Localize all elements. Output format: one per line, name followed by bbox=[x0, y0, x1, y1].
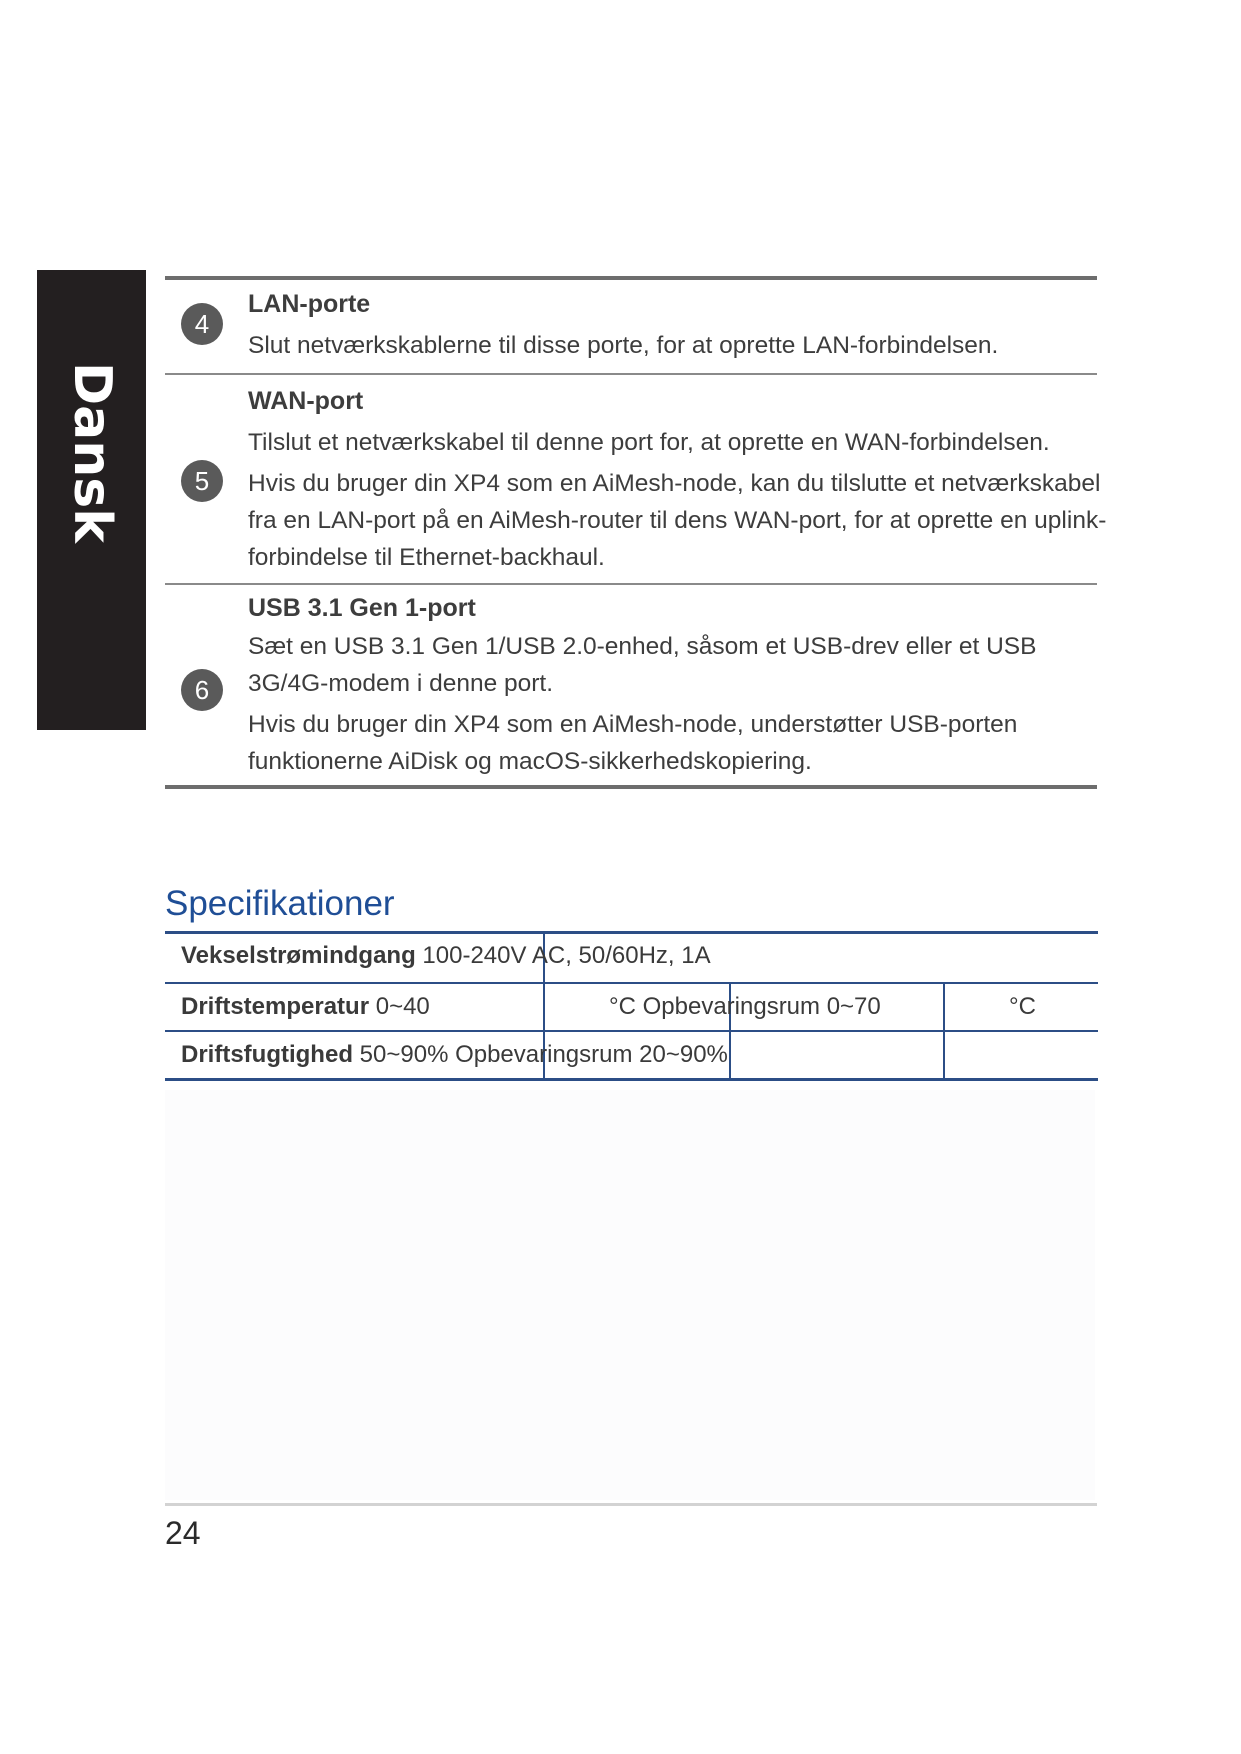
row-divider bbox=[165, 373, 1097, 375]
item-text: Hvis du bruger din XP4 som en AiMesh-node, kan du tilslutte et netværkskabel bbox=[248, 470, 1101, 497]
item-text: 3G/4G-modem i denne port. bbox=[248, 670, 554, 697]
blank-area bbox=[165, 1090, 1095, 1500]
footer-rule bbox=[165, 1503, 1097, 1506]
item-text: Slut netværkskablerne til disse porte, for at oprette LAN-forbindelsen. bbox=[248, 332, 999, 359]
item-text: Tilslut et netværkskabel til denne port for, at oprette en WAN-forbindelsen. bbox=[248, 429, 1050, 456]
table-top-rule bbox=[165, 276, 1097, 280]
item-number-badge: 6 bbox=[181, 669, 223, 711]
spec-column-line bbox=[943, 983, 945, 1079]
spec-label: Vekselstrømindgang bbox=[181, 942, 416, 969]
item-number-badge: 4 bbox=[181, 303, 223, 345]
spec-value: 100-240V AC, 50/60Hz, 1A bbox=[422, 942, 711, 969]
spec-temperature-storage bbox=[609, 993, 881, 1021]
item-text: Hvis du bruger din XP4 som en AiMesh-node, understøtter USB-porten bbox=[248, 711, 1018, 738]
spec-row-humidity bbox=[181, 1041, 728, 1069]
item-title: WAN-port bbox=[248, 387, 364, 415]
spec-table-top-rule bbox=[165, 931, 1098, 934]
spec-row-divider bbox=[165, 1030, 1098, 1032]
spec-label: Driftstemperatur bbox=[181, 993, 370, 1020]
spec-value: 0~40 bbox=[375, 993, 430, 1020]
spec-value: Opbevaringsrum 0~70 bbox=[642, 993, 881, 1020]
spec-row-power bbox=[181, 942, 711, 970]
item-title: USB 3.1 Gen 1-port bbox=[248, 594, 476, 622]
item-text: fra en LAN-port på en AiMesh-router til dens WAN-port, for at oprette en uplink- bbox=[248, 507, 1107, 534]
table-bottom-rule bbox=[165, 785, 1097, 789]
spec-unit: °C bbox=[609, 993, 636, 1020]
spec-row-temperature bbox=[181, 993, 430, 1021]
item-title: LAN-porte bbox=[248, 290, 371, 318]
spec-table-bottom-rule bbox=[165, 1078, 1098, 1081]
spec-unit: °C bbox=[1009, 993, 1036, 1020]
item-text: forbindelse til Ethernet-backhaul. bbox=[248, 544, 605, 571]
language-side-tab bbox=[37, 270, 146, 730]
item-number-badge: 5 bbox=[181, 460, 223, 502]
page-number: 24 bbox=[165, 1515, 201, 1551]
spec-row-divider bbox=[165, 982, 1098, 984]
spec-label: Driftsfugtighed bbox=[181, 1041, 353, 1068]
item-text: funktionerne AiDisk og macOS-sikkerhedskopiering. bbox=[248, 748, 812, 775]
spec-heading: Specifikationer bbox=[165, 884, 395, 923]
item-text: Sæt en USB 3.1 Gen 1/USB 2.0-enhed, såsom et USB-drev eller et USB bbox=[248, 633, 1037, 660]
language-label: Dansk bbox=[62, 362, 122, 543]
row-divider bbox=[165, 583, 1097, 585]
spec-value: 50~90% Opbevaringsrum 20~90% bbox=[359, 1041, 728, 1068]
